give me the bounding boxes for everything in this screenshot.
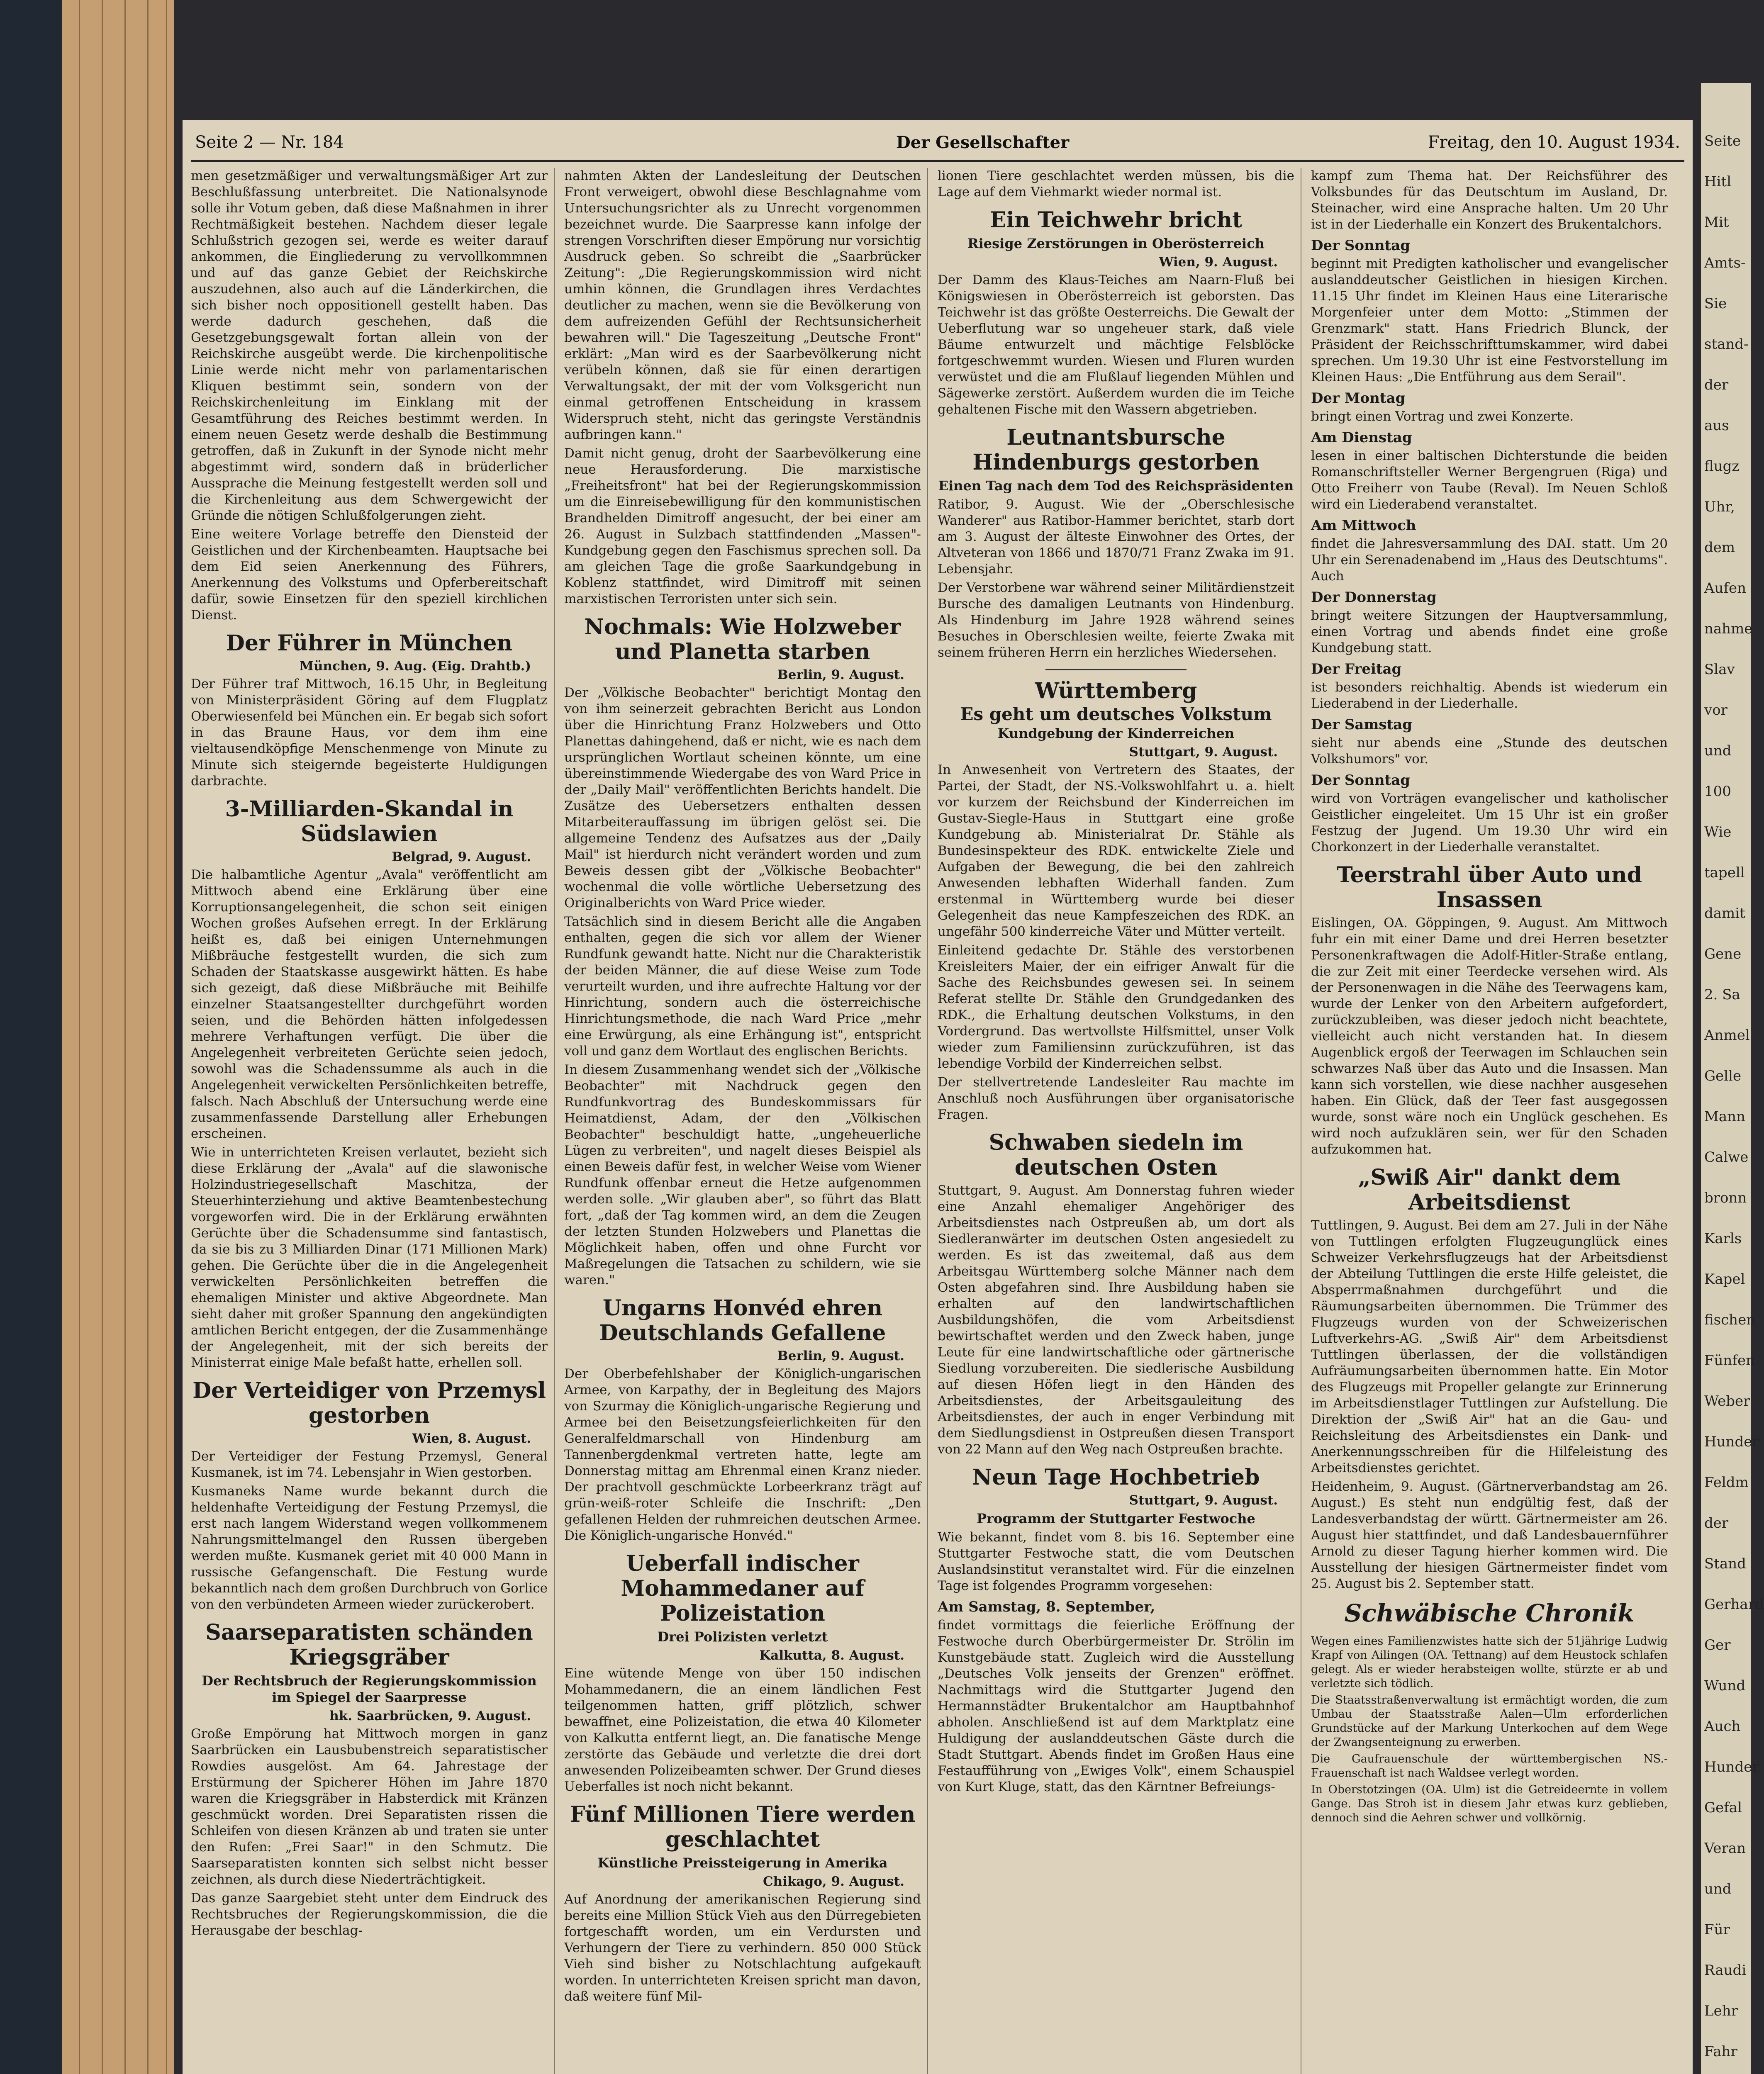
paragraph: Tatsächlich sind in diesem Bericht alle die Angaben enthalten, gegen die sich vor allem der Wiener Rundfunk gewandt hatte. Nicht nur die Charakteristik der beiden Männer, die auf diese Weise zum Tode verurteilt wurden, und ihre aufrechte Haltung vor der Hinrichtung, sondern auch die österreichische Hinrichtungsmethode, die nach Ward Price „mehr eine Erwürgung, als eine Erhängung ist", entspricht voll und ganz dem Wortlaut des englischen Berichts. [564, 914, 921, 1059]
section-heading: Der Montag [1311, 390, 1406, 407]
dateline: Stuttgart, 9. August. [1129, 1493, 1278, 1508]
adjacent-page-edge [1701, 83, 1764, 2074]
chronicle-heading: Schwäbische Chronik [1344, 1599, 1635, 1627]
masthead: Der Gesellschafter [896, 133, 1070, 152]
paragraph: wird von Vorträgen evangelischer und katholischer Geistlicher eingeleitet. Um 15 Uhr ist ein großer Festzug der Jugend. Um 19.30 Uhr wird ein Chorkonzert in der Liederhalle veranstaltet. [1311, 791, 1668, 854]
newspaper-page [183, 120, 1693, 2074]
subheadline: Kundgebung der Kinderreichen [997, 725, 1235, 741]
dateline: Wien, 8. August. [412, 1431, 531, 1446]
text-fragment: stand- [1704, 336, 1749, 353]
headline: Ungarns Honvéd ehren Deutschlands Gefallene [599, 1295, 886, 1346]
paragraph: findet vormittags die feierliche Eröffnung der Festwoche durch Oberbürgermeister Dr. Strölin im Kunstgebäude statt. Zugleich wird die Ausstellung „Deutsches Volk jenseits der Grenzen" eröffnet. Nachmittags wird die Stuttgarter Jugend den Hermannstädter Brukentalchor am Hauptbahnhof abholen. Anschließend ist auf dem Marktplatz eine Huldigung der auslanddeutschen Gäste durch die Stadt Stuttgart. Abends findet im Großen Haus eine Festaufführung von „Ewiges Volk", einem Schauspiel von Kurt Kluge, statt, das den Kärntner Befreiungs- [938, 1618, 1294, 1794]
text-fragment: Für [1704, 1921, 1730, 1938]
text-fragment: Veran [1704, 1840, 1746, 1857]
headline: Ein Teichwehr bricht [989, 207, 1243, 233]
paragraph: Eislingen, OA. Göppingen, 9. August. Am Mittwoch fuhr ein mit einer Dame und drei Herren besetzter Personenkraftwagen die Adolf-Hitler-Straße entlang, die zur Zeit mit einer Teerdecke versehen wird. Als der Personenwagen in die Nähe des Teerwagens kam, wurde der Lenker von den Arbeitern aufgefordert, zurückzubleiben, was dieser jedoch nicht beachtete, vielleicht auch nicht verstanden hat. In diesem Augenblick ergoß der Teerwagen im Schlauchen sein schwarzes Naß über das Auto und die Insassen. Man kann sich vorstellen, wie diese nachher ausgesehen haben. Ein Glück, daß der Teer fast ausgegossen wurde, sonst wäre noch ein Unglück geschehen. Es wird noch aufzuklären sein, wer für den Schaden aufzukommen hat. [1311, 915, 1668, 1157]
text-fragment: Aufen [1704, 580, 1747, 596]
paragraph: Der Führer traf Mittwoch, 16.15 Uhr, in Begleitung von Ministerpräsident Göring auf dem Flugplatz Oberwiesenfeld bei München ein. Er begab sich sofort in das Braune Haus, vor dem ihm eine vieltausendköpfige Menschenmenge von Minute zu Minute sich steigernde begeisterte Huldigungen darbrachte. [191, 677, 548, 789]
text-fragment: Raudi [1704, 1962, 1747, 1979]
paragraph: Das ganze Saargebiet steht unter dem Eindruck des Rechtsbruches der Regierungskommission, die die Herausgabe der beschlag- [191, 1891, 548, 1938]
text-fragment: 100 [1704, 783, 1731, 800]
text-fragment: fischen [1704, 1312, 1756, 1328]
headline: „Swiß Air" dankt dem Arbeitsdienst [1358, 1165, 1621, 1215]
text-fragment: Anmel [1704, 1027, 1750, 1044]
dateline: Berlin, 9. August. [777, 667, 904, 682]
text-fragment: Mann [1704, 1108, 1745, 1125]
paragraph: Die halbamtliche Agentur „Avala" veröffentlicht am Mittwoch abend eine Erklärung über eine Korruptionsangelegenheit, die schon seit einigen Wochen großes Aufsehen erregt. In der Erklärung heißt es, daß bei einigen Unternehmungen Mißbräuche festgestellt wurden, die sich zum Schaden der Staatskasse ausgewirkt hätten. Es habe sich gezeigt, daß diese Mißbräuche mit Beihilfe einzelner Staatsangestellter durchgeführt worden seien, und die Behörden hätten infolgedessen mehrere Verhaftungen verfügt. Die über die Angelegenheit verbreiteten Gerüchte seien jedoch, sowohl was die Schadenssumme als auch in die Angelegenheit verwickelten Persönlichkeiten betreffe, falsch. Nach Abschluß der Untersuchung werde eine zusammenfassende Darstellung aller Erhebungen erscheinen. [191, 867, 548, 1141]
text-fragment: und [1704, 1881, 1732, 1897]
section-heading: Am Dienstag [1311, 429, 1412, 446]
text-fragment: bronn [1704, 1190, 1747, 1206]
subheadline: Einen Tag nach dem Tod des Reichspräsidenten [938, 478, 1294, 494]
paragraph: Der „Völkische Beobachter" berichtigt Montag den von ihm seinerzeit gebrachten Bericht aus London über die Hinrichtung Franz Holzwebers und Otto Planettas dahingehend, daß er nicht, wie es nach dem ursprünglichen Wortlaut scheinen könnte, um eine übereinstimmende Wiedergabe des von Ward Price in der „Daily Mail" veröffentlichten Berichts handelt. Die Zusätze des Uebersetzers enthalten dessen Mitarbeiterauffassung im übrigen gelöst sei. Die allgemeine Tendenz des Aufsatzes aus der „Daily Mail" ist hierdurch nicht verändert worden und zum Beweis dessen gibt der „Völkische Beobachter" wochenmal die volle wörtliche Uebersetzung des Originalberichts von Ward Price wieder. [564, 685, 921, 910]
paragraph: In diesem Zusammenhang wendet sich der „Völkische Beobachter" mit Nachdruck gegen den Rundfunkvortrag des Bundeskommissars für Heimatdienst, Adam, der den „Völkischen Beobachter" beschuldigt hatte, „ungeheuerliche Lügen zu verbreiten", und nagelt dieses Beispiel als einen Beweis dafür fest, in welcher Weise vom Wiener Rundfunk offenbar erneut die Hetze aufgenommen werden solle. „Wir glauben aber", so führt das Blatt fort, „daß der Tag kommen wird, an dem die Zeugen der letzten Stunden Holzwebers und Planettas die Möglichkeit haben, offen und ohne Furcht vor Maßregelungen die Tatsachen zu schildern, wie sie waren." [564, 1062, 921, 1288]
text-fragment: Slav [1704, 661, 1735, 678]
text-fragment: Ger [1704, 1637, 1731, 1653]
paragraph: Der stellvertretende Landesleiter Rau machte im Anschluß noch Ausführungen über organisatorische Fragen. [938, 1075, 1294, 1122]
text-fragment: Karls [1704, 1230, 1742, 1247]
paragraph: Der Damm des Klaus-Teiches am Naarn-Fluß bei Königswiesen in Oberösterreich ist geborsten. Das Teichwehr ist das größte Oesterreichs. Die Gewalt der Ueberflutung war so ungeheuer stark, daß viele Bäume entwurzelt und mächtige Felsblöcke fortgeschwemmt wurden. Wiesen und Fluren wurden verwüstet und die am Flußlauf liegenden Mühlen und Sägewerke zerstört. Außerdem wurden die im Teiche gehaltenen Fische mit den Wassern abgetrieben. [938, 273, 1294, 417]
subheadline: Drei Polizisten verletzt [657, 1629, 828, 1645]
paragraph: Eine weitere Vorlage betreffe den Diensteid der Geistlichen und der Kirchenbeamten. Hauptsache bei dem Eid seien Anerkennung des Führers, Anerkennung des Volkstums und Opferbereitschaft dafür, sowie Einsetzen für den speziell kirchlichen Dienst. [191, 527, 548, 623]
headline: Der Verteidiger von Przemysl gestorben [192, 1378, 546, 1428]
text-fragment: Auch [1704, 1718, 1741, 1735]
paragraph: sieht nur abends eine „Stunde des deutschen Volkshumors" vor. [1311, 735, 1668, 767]
text-fragment: Hunder [1704, 1434, 1759, 1450]
paragraph: Wie bekannt, findet vom 8. bis 16. September eine Stuttgarter Festwoche statt, die vom Deutschen Auslandsinstitut veranstaltet wird. Für die einzelnen Tage ist folgendes Programm vorgesehen: [938, 1530, 1294, 1593]
text-fragment: aus [1704, 417, 1729, 434]
section-heading: Am Samstag, 8. September, [938, 1599, 1155, 1615]
paragraph: ist besonders reichhaltig. Abends ist wiederum ein Liederabend in der Liederhalle. [1311, 680, 1668, 711]
paragraph: Der Verteidiger der Festung Przemysl, General Kusmanek, ist im 74. Lebensjahr in Wien gestorben. [191, 1449, 548, 1480]
text-fragment: Hunder [1704, 1759, 1759, 1775]
subheadline: Der Rechtsbruch der Regierungskommission im Spiegel der Saarpresse [202, 1673, 537, 1705]
paragraph: Heidenheim, 9. August. (Gärtnerverbandstag am 26. August.) Es steht nun endgültig fest, daß der Landesverbandstag der württ. Gärtnermeister am 26. August hier stattfindet, und daß Landesbauernführer Arnold zu dieser Tagung hierher kommen wird. Die Ausstellung der hiesigen Gärtnermeister findet vom 25. August bis 2. September statt. [1311, 1479, 1668, 1591]
column-separator [927, 168, 928, 2074]
paragraph: Der Verstorbene war während seiner Militärdienstzeit Bursche des damaligen Leutnants von Hindenburg. Als Hindenburg im Jahre 1928 während seines Besuches in Oberschlesien weilte, feierte Zwaka mit seinem früheren Herrn ein herzliches Wiedersehen. [938, 580, 1294, 660]
page-number: Seite 2 — Nr. 184 [195, 133, 344, 152]
dateline: München, 9. Aug. (Eig. Drahtb.) [299, 659, 531, 674]
paragraph: Tuttlingen, 9. August. Bei dem am 27. Juli in der Nähe von Tuttlingen erfolgten Flugzeugunglück eines Schweizer Verkehrsflugzeugs hat der Arbeitsdienst der Abteilung Tuttlingen die erste Hilfe geleistet, die Absperrmaßnahmen durchgeführt und die Räumungsarbeiten übernommen. Die Trümmer des Flugzeugs wurden von der Schweizerischen Luftverkehrs-AG. „Swiß Air" dem Arbeitsdienst Tuttlingen überlassen, der die vollständigen Aufräumungsarbeiten übernommen hatte. Ein Motor des Flugzeugs mit Propeller gelangte zur Erinnerung im Arbeitsdienstlager Tuttlingen zur Aufstellung. Die Direktion der „Swiß Air" hat an die Gau- und Reichsleitung des Arbeitsdienstes ein Dank- und Anerkennungsschreiben für die Hilfeleistung des Arbeitsdienstes gerichtet. [1311, 1218, 1668, 1475]
section-heading: Der Donnerstag [1311, 589, 1437, 606]
text-fragment: der [1704, 377, 1729, 393]
paragraph: Auf Anordnung der amerikanischen Regierung sind bereits eine Million Stück Vieh aus den Dürregebieten fortgeschafft worden, um ein Verdursten und Verhungern der Tiere zu verhindern. 850 000 Stück Vieh sind bisher zu Notschlachtung aufgekauft worden. In unterrichteten Kreisen spricht man davon, daß weitere fünf Mil- [564, 1892, 921, 2004]
column-2 [564, 168, 921, 2074]
book-binding [0, 0, 62, 2074]
paragraph: Ratibor, 9. August. Wie der „Oberschlesische Wanderer" aus Ratibor-Hammer berichtet, starb dort am 3. August der älteste Einwohner des Ortes, der Altveteran von 1866 und 1870/71 Franz Zwaka im 91. Lebensjahr. [938, 497, 1294, 577]
dateline: Belgrad, 9. August. [392, 850, 531, 864]
column-4 [1311, 168, 1668, 2074]
paragraph: Wie in unterrichteten Kreisen verlautet, bezieht sich diese Erklärung der „Avala" auf die slawonische Holzindustriegesellschaft Maschitza, der Steuerhinterziehung und aktive Beamtenbestechung vorgeworfen wird. Die in der Erklärung erwähnten Gerüchte über die Schadensumme sind fantastisch, da sie bis zu 3 Milliarden Dinar (171 Millionen Mark) gehen. Die Gerüchte über die in die Angelegenheit verwickelten Persönlichkeiten betreffen die ehemaligen Minister und aktive Abgeordnete. Man sieht daher mit großer Spannung den angekündigten amtlichen Bericht entgegen, der die Zusammenhänge der Angelegenheit, mit der sich bereits der Ministerrat einige Male befaßt hatte, erhellen soll. [191, 1145, 548, 1370]
text-fragment: tapell [1704, 864, 1745, 881]
column-separator [554, 168, 555, 2074]
text-fragment: Calwe [1704, 1149, 1749, 1166]
paragraph: Damit nicht genug, droht der Saarbevölkerung eine neue Herausforderung. Die marxistische „Freiheitsfront" hat bei der Regierungskommission um die Einreisebewilligung für den kommunistischen Brandhelden Dimitroff angesucht, der bei einer am 26. August in Sulzbach stattfindenden „Massen"-Kundgebung gegen den Faschismus sprechen soll. Da am gleichen Tage die große Saarkundgebung in Koblenz stattfindet, wird Dimitroff mit seinen marxistischen Terroristen unter sich sein. [564, 446, 921, 606]
text-fragment: nahme [1704, 621, 1753, 637]
text-fragment: damit [1704, 905, 1745, 922]
paragraph: lesen in einer baltischen Dichterstunde die beiden Romanschriftsteller Werner Bergengruen (Riga) und Otto Freiherr von Taube (Reval). Im Neuen Schloß wird ein Liederabend veranstaltet. [1311, 448, 1668, 512]
headline: Teerstrahl über Auto und Insassen [1336, 862, 1642, 913]
text-fragment: Weber [1704, 1393, 1750, 1409]
paragraph: Die Gaufrauenschule der württembergischen NS.-Frauenschaft ist nach Waldsee verlegt worden. [1311, 1753, 1668, 1779]
text-fragment: der [1704, 1515, 1729, 1531]
text-fragment: Uhr, [1704, 499, 1735, 515]
column-1 [191, 168, 548, 2074]
headline: Leutnantsbursche Hindenburgs gestorben [972, 425, 1260, 475]
text-fragment: vor [1704, 702, 1727, 718]
text-fragment: Gene [1704, 946, 1742, 962]
text-fragment: Sie [1704, 295, 1727, 312]
headline: Saarseparatisten schänden Kriegsgräber [205, 1620, 533, 1670]
text-fragment: Lehr [1704, 2003, 1738, 2019]
section-heading: Am Mittwoch [1311, 517, 1416, 534]
paragraph: men gesetzmäßiger und verwaltungsmäßiger Art zur Beschlußfassung unterbreitet. Die Nationalsynode solle ihr Votum geben, daß diese Maßnahmen in ihrer Rechtmäßigkeit bestehen. Nachdem dieser legale Schlußstrich gezogen sei, werde es weiter darauf ankommen, die Eingliederung zu vervollkommnen und auf das ganze Gebiet der Reichskirche auszudehnen, also auch auf die Länderkirchen, die sich bisher noch oppositionell gestellt haben. Das werde dadurch geschehen, daß die Gesetzgebungsgewalt fortan allein von der Reichskirche ausgeübt werde. Die kirchenpolitische Linie werde nicht mehr von parlamentarischen Kliquen bestimmt sein, sondern von der Reichskirchenleitung im Einklang mit der Gesamtführung des Reiches bestimmt werden. In einem neuen Gesetz werde deshalb die Bestimmung getroffen, daß in Zukunft in der Synode nicht mehr abgestimmt wird, sondern daß in brüderlicher Aussprache die Meinung festgestellt werden soll und die Kirchenleitung aus dem Schwergewicht der Gründe die nötigen Schlußfolgerungen zieht. [191, 168, 548, 523]
text-fragment: Wund [1704, 1677, 1746, 1694]
paragraph: lionen Tiere geschlachtet werden müssen, bis die Lage auf dem Viehmarkt wieder normal ist. [938, 168, 1294, 200]
paragraph: bringt einen Vortrag und zwei Konzerte. [1311, 409, 1574, 424]
section-divider [1045, 669, 1187, 670]
column-3 [938, 168, 1294, 2074]
paragraph: In Anwesenheit von Vertretern des Staates, der Partei, der Stadt, der NS.-Volkswohlfahrt u. a. hielt vor kurzem der Reichsbund der Kinderreichen im Gustav-Siegle-Haus in Stuttgart eine große Kundgebung ab. Ministerialrat Dr. Stähle als Bundesinspekteur des RDK. entwickelte Ziele und Aufgaben der Bewegung, die bei den zahlreich Anwesenden lebhaften Widerhall fanden. Zum erstenmal in Württemberg wurde bei dieser Gelegenheit das neue Kampfeszeichen des RDK. an ungefähr 500 kinderreiche Väter und Mütter verteilt. [938, 762, 1294, 939]
paragraph: kampf zum Thema hat. Der Reichsführer des Volksbundes für das Deutschtum im Ausland, Dr. Steinacher, wird eine Ansprache halten. Um 20 Uhr ist in der Liederhalle ein Konzert des Brukentalchors. [1311, 168, 1668, 232]
text-fragment: Amts- [1704, 255, 1746, 271]
subheadline: Riesige Zerstörungen in Oberösterreich [967, 236, 1265, 251]
paragraph: Wegen eines Familienzwistes hatte sich der 51jährige Ludwig Krapf von Ailingen (OA. Tettnang) auf dem Heustock schlafen gelegt. Als er wieder herabsteigen wollte, stürzte er ab und verletzte sich tödlich. [1311, 1635, 1668, 1690]
section-heading: Der Sonntag [1311, 772, 1411, 789]
paragraph: bringt weitere Sitzungen der Hauptversammlung, einen Vortrag und abends findet eine große Kundgebung statt. [1311, 608, 1668, 655]
paragraph: findet die Jahresversammlung des DAI. statt. Um 20 Uhr ein Serenadenabend im „Haus des Deutschtums". Auch [1311, 536, 1668, 584]
paragraph: Stuttgart, 9. August. Am Donnerstag fuhren wieder eine Anzahl ehemaliger Angehöriger des Arbeitsdienstes nach Ostpreußen ab, um dort als Siedleranwärter im deutschen Osten angesiedelt zu werden. Es ist das zweitemal, daß aus dem Arbeitsgau Württemberg solche Männer nach dem Osten abgefahren sind. Ihre Ausbildung haben sie erhalten auf den landwirtschaftlichen Ausbildungshöfen, die vom Arbeitsdienst bewirtschaftet werden und den Zweck haben, junge Leute für eine landwirtschaftliche oder gärtnerische Siedlung vorzubereiten. Die siedlerische Ausbildung auf diesen Höfen liegt in den Händen des Arbeitsdienstes, der Arbeitsgauleitung des Arbeitsdienstes, der auch in enger Verbindung mit dem Siedlungsdienst in Ostpreußen diesen Transport von 22 Mann auf den Weg nach Ostpreußen brachte. [938, 1183, 1294, 1457]
text-fragment: Stand [1704, 1556, 1746, 1572]
subheadline: Programm der Stuttgarter Festwoche [977, 1511, 1255, 1526]
paragraph: Große Empörung hat Mittwoch morgen in ganz Saarbrücken ein Lausbubenstreich separatistischer Rowdies ausgelöst. Am 64. Jahrestage der Erstürmung der Spicherer Höhen im Jahre 1870 waren die Kriegsgräber in Habsterdick mit Kränzen geschmückt worden. Drei Separatisten rissen die Schleifen von diesen Kränzen ab und traten sie unter den Rufen: „Frei Saar!" in den Schmutz. Die Saarseparatisten konnten sich selbst nicht besser zeichnen, als durch diese Niederträchtigkeit. [191, 1726, 548, 1887]
paragraph: Einleitend gedachte Dr. Stähle des verstorbenen Kreisleiters Maier, der ein eifriger Anwalt für die Sache des Reichsbundes gewesen sei. In seinem Referat stellte Dr. Stähle den Grundgedanken des RDK., die Erhaltung deutschen Volkstums, in den Vordergrund. Das wertvollste Hilfsmittel, unser Volk wieder zum Familiensinn zurückzuführen, ist das lebendige Vorbild der Kinderreichen selbst. [938, 943, 1294, 1071]
text-fragment: flugz [1704, 458, 1740, 475]
dateline: Stuttgart, 9. August. [1129, 745, 1278, 759]
text-fragment: Wie [1704, 824, 1732, 840]
dateline: Chikago, 9. August. [763, 1874, 904, 1889]
text-fragment: 2. Sa [1704, 986, 1740, 1003]
page-date: Freitag, den 10. August 1934. [1428, 133, 1680, 152]
text-fragment: Feldm [1704, 1474, 1749, 1491]
text-fragment: Gerhard [1704, 1596, 1764, 1613]
headline: Schwaben siedeln im deutschen Osten [989, 1130, 1243, 1180]
headline: Es geht um deutsches Volkstum [960, 704, 1272, 724]
text-fragment: und [1704, 742, 1732, 759]
paragraph: Kusmaneks Name wurde bekannt durch die heldenhafte Verteidigung der Festung Przemysl, die erst nach langem Widerstand wegen vollkommenem Nahrungsmittelmangel den Russen übergeben werden mußte. Kusmanek geriet mit 40 000 Mann in russische Gefangenschaft. Die Festung wurde bekanntlich nach dem großen Durchbruch von Gorlice von den verbündeten Armeen wieder zurückerobert. [191, 1484, 548, 1612]
headline: Ueberfall indischer Mohammedaner auf Polizeistation [621, 1551, 865, 1626]
section-heading: Der Sonntag [1311, 237, 1411, 254]
header-rule [191, 160, 1684, 162]
headline: Nochmals: Wie Holzweber und Planetta starben [584, 614, 901, 665]
subheadline: Künstliche Preissteigerung in Amerika [597, 1855, 888, 1871]
page-stack-edge [62, 0, 174, 2074]
paragraph: Die Staatsstraßenverwaltung ist ermächtigt worden, die zum Umbau der Staatsstraße Aalen—Ulm erforderlichen Grundstücke auf der Markung Unterkochen auf dem Wege der Zwangsenteignung zu erwerben. [1311, 1694, 1668, 1749]
paragraph: Eine wütende Menge von über 150 indischen Mohammedanern, die an einem ländlichen Fest teilgenommen hatten, griff plötzlich, schwer bewaffnet, eine Polizeistation, die etwa 40 Kilometer von Kalkutta entfernt liegt, an. Die fanatische Menge zerstörte das Gebäude und verletzte die drei dort anwesenden Polizeibeamten schwer. Der Grund dieses Ueberfalles ist noch nicht bekannt. [564, 1666, 921, 1794]
text-fragment: Gelle [1704, 1068, 1742, 1084]
dateline: hk. Saarbrücken, 9. August. [329, 1709, 531, 1723]
text-fragment: Gefal [1704, 1799, 1742, 1816]
section-heading: Der Samstag [1311, 716, 1413, 733]
dateline: Berlin, 9. August. [777, 1349, 904, 1363]
dateline: Kalkutta, 8. August. [759, 1648, 904, 1663]
text-fragment: Hitl [1704, 173, 1732, 190]
section-heading: Der Freitag [1311, 661, 1402, 677]
headline: 3-Milliarden-Skandal in Südslawien [225, 796, 514, 847]
paragraph: beginnt mit Predigten katholischer und evangelischer auslanddeutscher Geistlichen in hiesigen Kirchen. 11.15 Uhr findet im Kleinen Haus eine Literarische Morgenfeier unter dem Motto: „Stimmen der Grenzmark" statt. Hans Friedrich Blunck, der Präsident der Reichsschrifttumskammer, wird dabei sprechen. Um 19.30 Uhr ist eine Festvorstellung im Kleinen Haus: „Die Entführung aus dem Serail". [1311, 256, 1668, 385]
headline: Württemberg [1035, 678, 1197, 704]
page-header [183, 133, 1693, 158]
text-fragment: Fahr [1704, 2043, 1737, 2060]
headline: Der Führer in München [226, 630, 513, 656]
text-fragment: Kapel [1704, 1271, 1745, 1288]
text-fragment: dem [1704, 539, 1735, 556]
dateline: Wien, 9. August. [1159, 255, 1278, 270]
paragraph: nahmten Akten der Landesleitung der Deutschen Front verweigert, obwohl diese Beschlagnahme vom Untersuchungsrichter als zu Unrecht vorgenommen bezeichnet wurde. Die Saarpresse kann infolge der strengen Vorschriften dieser Empörung nur vorsichtig Ausdruck geben. So schreibt die „Saarbrücker Zeitung": „Die Regierungskommission wird nicht umhin können, die Grundlagen ihres Verdachtes deutlicher zu machen, wenn sie die Bevölkerung von dem aufreizenden Gefühl der Rechtsunsicherheit bewahren will." Die Tageszeitung „Deutsche Front" erklärt: „Man wird es der Saarbevölkerung nicht verübeln können, daß sie für einen derartigen Verwaltungsakt, der mit der vom Volksgericht nun einmal getroffenen Entscheidung in krassem Widerspruch steht, nicht das geringste Verständnis aufbringen kann." [564, 168, 921, 442]
paragraph: In Oberstotzingen (OA. Ulm) ist die Getreideernte in vollem Gange. Das Stroh ist in diesem Jahr etwas kurz geblieben, dennoch sind die Aehren schwer und vollkörnig. [1311, 1783, 1668, 1824]
headline: Fünf Millionen Tiere werden geschlachtet [570, 1802, 916, 1852]
paragraph: Der Oberbefehlshaber der Königlich-ungarischen Armee, von Karpathy, der in Begleitung des Majors von Szurmay die Königlich-ungarische Regierung und Armee bei den Beisetzungsfeierlichkeiten für den Generalfeldmarschall von Hindenburg am Tannenbergdenkmal vertreten hatte, legte am Donnerstag mittag am Ehrenmal einen Kranz nieder. Der prachtvoll geschmückte Lorbeerkranz trägt auf grün-weiß-roter Schleife die Inschrift: „Den gefallenen Helden der ruhmreichen deutschen Armee. Die Königlich-ungarische Honvéd." [564, 1366, 921, 1543]
text-fragment: Seite [1704, 133, 1741, 149]
text-fragment: Mit [1704, 214, 1729, 231]
text-fragment: Fünfen [1704, 1352, 1755, 1369]
headline: Neun Tage Hochbetrieb [972, 1465, 1260, 1490]
